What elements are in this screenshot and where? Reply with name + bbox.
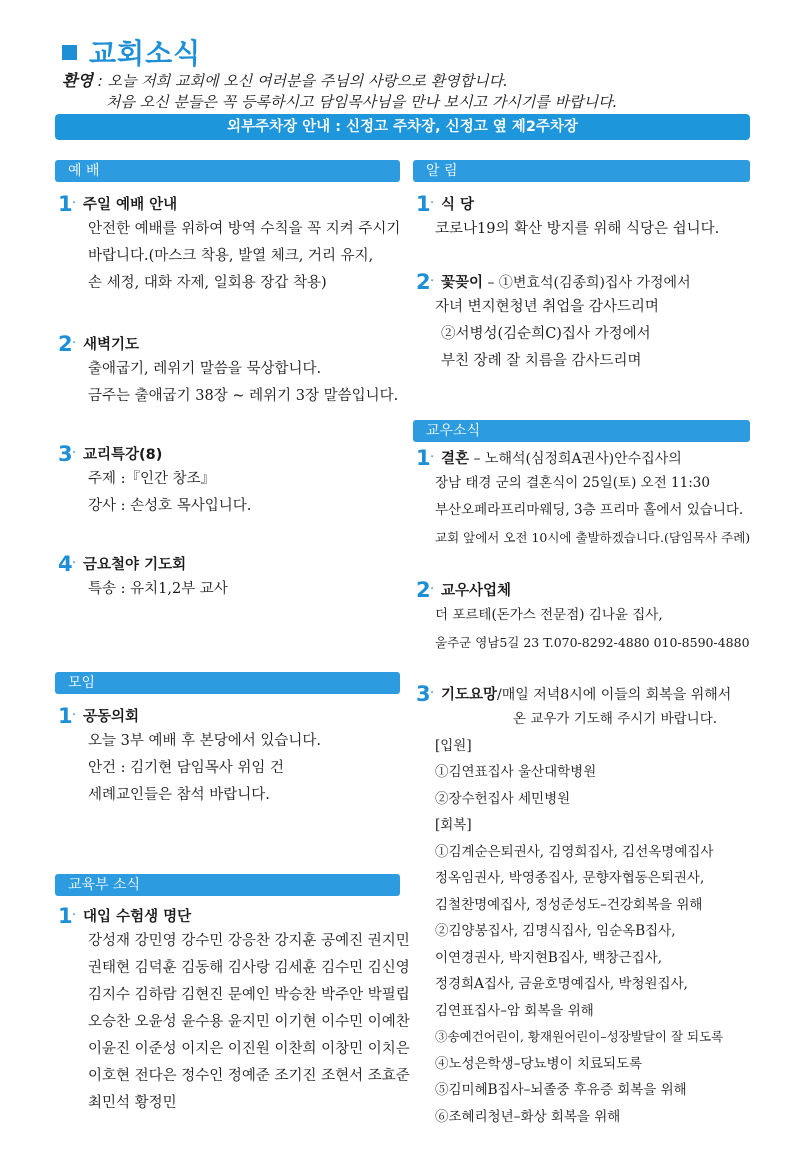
item-title-rest: – ①변효석(김종희)집사 가정에서	[483, 275, 691, 291]
meeting-item-1	[55, 704, 400, 874]
item-line: 더 포르테(돈가스 전문점) 김나윤 집사,	[435, 607, 663, 623]
item-title: 공동의회	[83, 709, 140, 725]
welcome-message	[62, 70, 617, 113]
item-line: ①김계순은퇴권사, 김영희집사, 김선옥명예집사	[435, 843, 714, 860]
item-title: 기도요망/매일 저녁8시에 이들의 회복을 위해서	[441, 687, 732, 703]
item-number: 1	[58, 904, 73, 928]
item-number: 2	[58, 332, 73, 356]
worship-item-2	[55, 332, 400, 442]
item-title: 결혼 – 노해석(심정희A권사)안수집사의	[441, 451, 682, 467]
item-line: 자녀 변지현청년 취업을 감사드리며	[435, 299, 659, 315]
item-title: 꽃꽂이 – ①변효석(김종희)집사 가정에서	[441, 275, 691, 291]
education-item-1	[55, 904, 410, 1124]
page-title: 교회소식	[62, 32, 201, 72]
dot-icon: ·	[72, 556, 77, 571]
item-number: 3	[416, 682, 431, 706]
item-number: 3	[58, 442, 73, 466]
item-line: 이연경권사, 박지현B집사, 백창근집사,	[435, 949, 662, 966]
section-heading-members: 교우소식	[413, 420, 750, 442]
section-heading-worship: 예 배	[55, 160, 400, 182]
square-bullet-icon	[62, 45, 77, 60]
item-line: [입원]	[435, 737, 472, 754]
item-line: 부산오페라프리마웨딩, 3층 프리마 홀에서 있습니다.	[435, 502, 744, 518]
dot-icon: ·	[430, 582, 435, 597]
section-heading-meeting: 모임	[55, 672, 400, 694]
item-title: 교우사업체	[441, 583, 512, 599]
item-line: 출애굽기, 레위기 말씀을 묵상합니다.	[88, 361, 322, 377]
item-number: 1	[416, 192, 431, 216]
item-title: 식 당	[441, 197, 475, 213]
welcome-line-1: : 오늘 저희 교회에 오신 여러분을 주님의 사랑으로 환영합니다.	[92, 72, 508, 90]
members-item-1	[413, 446, 750, 578]
item-line: 안건 : 김기현 담임목사 위임 건	[88, 760, 285, 776]
item-number: 2	[416, 270, 431, 294]
dot-icon: ·	[430, 196, 435, 211]
section-heading-education: 교육부 소식	[55, 874, 400, 896]
dot-icon: ·	[72, 446, 77, 461]
student-row: 강성재 강민영 강수민 강응찬 강지훈 공예진 권지민	[88, 933, 410, 949]
item-line: ②서병성(김순희C)집사 가정에서	[441, 326, 651, 342]
dot-icon: ·	[72, 336, 77, 351]
parking-banner: 외부주차장 안내 : 신정고 주차장, 신정고 옆 제2주차장	[55, 114, 750, 140]
item-line: ⑤김미혜B집사–뇌졸중 후유증 회복을 위해	[435, 1082, 687, 1098]
left-column	[55, 160, 410, 1124]
item-line: ②장수헌집사 세민병원	[435, 790, 571, 807]
item-line: 주제 :『인간 창조』	[88, 471, 216, 487]
item-line: 온 교우가 기도해 주시기 바랍니다.	[513, 711, 718, 727]
item-line: 오늘 3부 예배 후 본당에서 있습니다.	[88, 733, 321, 749]
item-title: 금요철야 기도회	[83, 557, 187, 573]
item-line: ④노성은학생–당뇨병이 치료되도록	[435, 1055, 643, 1072]
item-number: 1	[58, 704, 73, 728]
welcome-line-2: 처음 오신 분들은 꼭 등록하시고 담임목사님을 만나 보시고 가시기를 바랍니다.	[106, 93, 618, 111]
item-line: ②김양봉집사, 김명식집사, 임순옥B집사,	[435, 923, 676, 939]
item-number: 4	[58, 552, 73, 576]
student-row: 오승찬 오윤성 윤수용 윤지민 이기현 이수민 이예찬	[88, 1014, 410, 1030]
item-title: 주일 예배 안내	[83, 197, 178, 213]
right-column	[413, 160, 751, 1125]
item-line: 바랍니다.(마스크 착용, 발열 체크, 거리 유지,	[88, 248, 374, 264]
item-line: 안전한 예배를 위하여 방역 수칙을 꼭 지켜 주시기	[88, 221, 401, 237]
item-line: 정옥임권사, 박영종집사, 문향자협동은퇴권사,	[435, 870, 705, 886]
item-title-rest: /매일 저녁8시에 이들의 회복을 위해서	[497, 687, 732, 703]
student-row: 이윤진 이준성 이지은 이진원 이찬희 이창민 이치은	[88, 1041, 410, 1057]
item-title: 교리특강(8)	[83, 447, 163, 463]
item-title: 새벽기도	[83, 337, 140, 353]
student-row: 이호현 전다은 정수인 정예준 조기진 조현서 조효준	[88, 1068, 410, 1084]
item-line: 정경희A집사, 금윤호명예집사, 박청원집사,	[435, 976, 688, 992]
item-title: 대입 수험생 명단	[83, 909, 192, 925]
dot-icon: ·	[72, 196, 77, 211]
worship-item-1	[55, 192, 400, 332]
dot-icon: ·	[430, 686, 435, 701]
item-line: 코로나19의 확산 방지를 위해 식당은 쉽니다.	[435, 221, 720, 237]
item-line: ①김연표집사 울산대학병원	[435, 764, 597, 780]
worship-item-3	[55, 442, 400, 552]
section-heading-notice: 알 림	[413, 160, 750, 182]
item-title-rest: – 노해석(심정희A권사)안수집사의	[469, 451, 682, 467]
notice-item-2	[413, 270, 750, 420]
item-line: 교회 앞에서 오전 10시에 출발하겠습니다.(담임목사 주례)	[435, 530, 751, 545]
item-line: 금주는 출애굽기 38장 ~ 레위기 3장 말씀입니다.	[88, 388, 399, 404]
student-row: 최민석 황정민	[88, 1095, 177, 1111]
item-line: ⑥조혜리청년–화상 회복을 위해	[435, 1108, 621, 1125]
item-number: 2	[416, 578, 431, 602]
item-line: 손 세정, 대화 자제, 일회용 장갑 착용)	[88, 275, 327, 291]
dot-icon: ·	[430, 274, 435, 289]
student-row: 권태현 김덕훈 김동해 김사랑 김세훈 김수민 김신영	[88, 960, 410, 976]
item-number: 1	[58, 192, 73, 216]
item-line: ③송예건어린이, 황재원어린이–성장발달이 잘 되도록	[435, 1029, 724, 1044]
item-line: 김연표집사–암 회복을 위해	[435, 1002, 594, 1019]
members-item-3	[413, 682, 750, 1125]
item-line: 장남 태경 군의 결혼식이 25일(토) 오전 11:30	[435, 475, 710, 491]
welcome-label: 환영	[62, 71, 93, 90]
item-line: 특송 : 유치1,2부 교사	[88, 581, 228, 597]
item-line: 부친 장례 잘 치름을 감사드리며	[441, 353, 642, 369]
student-row: 김지수 김하람 김현진 문예인 박승찬 박주안 박필립	[88, 987, 410, 1003]
dot-icon: ·	[430, 450, 435, 465]
notice-item-1	[413, 192, 750, 270]
members-item-2	[413, 578, 750, 682]
item-line: 울주군 영남5길 23 T.070-8292-4880 010-8590-4880	[435, 635, 750, 650]
item-line: 김철찬명예집사, 정성준성도–건강회복을 위해	[435, 896, 703, 913]
dot-icon: ·	[72, 908, 77, 923]
item-number: 1	[416, 446, 431, 470]
dot-icon: ·	[72, 708, 77, 723]
item-line: [회복]	[435, 817, 472, 833]
item-line: 강사 : 손성호 목사입니다.	[88, 498, 252, 514]
item-line: 세례교인들은 참석 바랍니다.	[88, 787, 270, 803]
worship-item-4	[55, 552, 400, 672]
